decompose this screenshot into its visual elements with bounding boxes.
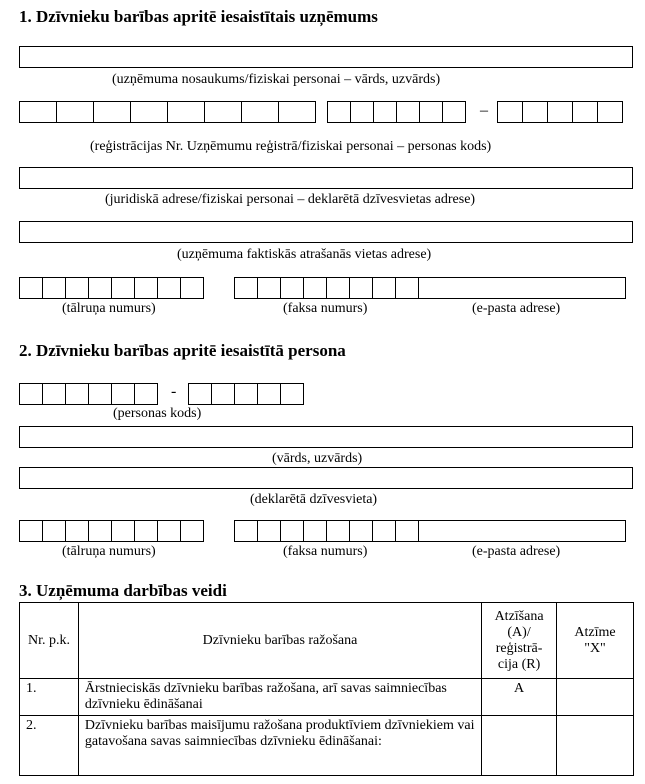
reg-separator: – bbox=[480, 102, 488, 119]
fax-digit-box[interactable] bbox=[280, 277, 304, 299]
fax-digit-box[interactable] bbox=[257, 520, 281, 542]
person-email-caption: (e-pasta adrese) bbox=[472, 544, 561, 559]
reg-digit-box[interactable] bbox=[278, 101, 316, 123]
phone-digit-box[interactable] bbox=[180, 277, 204, 299]
reg-number-boxes-part3[interactable] bbox=[497, 101, 623, 123]
person-fax-email-boxes[interactable] bbox=[234, 520, 626, 542]
legal-address-caption: (juridiskā adrese/fiziskai personai – deklarētā dzīvesvietas adrese) bbox=[105, 192, 476, 207]
id-separator: - bbox=[171, 383, 177, 400]
reg-digit-box[interactable] bbox=[93, 101, 131, 123]
fax-digit-box[interactable] bbox=[234, 520, 258, 542]
person-id-boxes-part1[interactable] bbox=[19, 383, 158, 405]
reg-digit-box[interactable] bbox=[442, 101, 466, 123]
id-digit-box[interactable] bbox=[65, 383, 89, 405]
row-mark-cell[interactable] bbox=[557, 716, 634, 776]
row-activity: Ārstnieciskās dzīvnieku barības ražošana, arī savas saimniecības dzīvnieku ēdināšanai bbox=[78, 679, 481, 716]
reg-digit-box[interactable] bbox=[130, 101, 168, 123]
id-digit-box[interactable] bbox=[280, 383, 304, 405]
reg-digit-box[interactable] bbox=[327, 101, 351, 123]
fax-digit-box[interactable] bbox=[349, 520, 373, 542]
reg-digit-box[interactable] bbox=[204, 101, 242, 123]
id-digit-box[interactable] bbox=[42, 383, 66, 405]
id-digit-box[interactable] bbox=[88, 383, 112, 405]
phone-digit-box[interactable] bbox=[111, 520, 135, 542]
header-ar: Atzīšana (A)/ reģistrā-cija (R) bbox=[482, 603, 557, 679]
id-digit-box[interactable] bbox=[234, 383, 258, 405]
id-digit-box[interactable] bbox=[111, 383, 135, 405]
reg-digit-box[interactable] bbox=[572, 101, 598, 123]
table-row bbox=[20, 679, 634, 716]
header-nr: Nr. p.k. bbox=[20, 603, 79, 679]
person-id-boxes-part2[interactable] bbox=[188, 383, 304, 405]
person-name-field[interactable] bbox=[19, 426, 633, 448]
phone-digit-box[interactable] bbox=[88, 520, 112, 542]
fax-digit-box[interactable] bbox=[395, 520, 419, 542]
fax-digit-box[interactable] bbox=[349, 277, 373, 299]
company-email-caption: (e-pasta adrese) bbox=[472, 301, 561, 316]
fax-digit-box[interactable] bbox=[372, 520, 396, 542]
id-digit-box[interactable] bbox=[211, 383, 235, 405]
person-name-caption: (vārds, uzvārds) bbox=[272, 451, 363, 466]
person-fax-caption: (faksa numurs) bbox=[283, 544, 368, 559]
row-activity: Dzīvnieku barības maisījumu ražošana produktīviem dzīvniekiem vai gatavošana savas saimniecības dzīvnieku ēdināšanai: bbox=[78, 716, 481, 776]
row-mark-cell[interactable] bbox=[557, 679, 634, 716]
fax-digit-box[interactable] bbox=[303, 277, 327, 299]
phone-digit-box[interactable] bbox=[19, 277, 43, 299]
reg-number-boxes-part2[interactable] bbox=[327, 101, 466, 123]
company-email-field[interactable] bbox=[418, 277, 626, 299]
reg-digit-box[interactable] bbox=[19, 101, 57, 123]
person-phone-caption: (tālruņa numurs) bbox=[62, 544, 156, 559]
phone-digit-box[interactable] bbox=[134, 277, 158, 299]
fax-digit-box[interactable] bbox=[395, 277, 419, 299]
table-row bbox=[20, 716, 634, 776]
fax-digit-box[interactable] bbox=[257, 277, 281, 299]
person-phone-boxes[interactable] bbox=[19, 520, 204, 542]
table-header-row bbox=[20, 603, 634, 679]
fax-digit-box[interactable] bbox=[326, 520, 350, 542]
phone-digit-box[interactable] bbox=[157, 520, 181, 542]
reg-digit-box[interactable] bbox=[419, 101, 443, 123]
reg-digit-box[interactable] bbox=[167, 101, 205, 123]
reg-digit-box[interactable] bbox=[350, 101, 374, 123]
activities-table bbox=[19, 602, 634, 776]
reg-digit-box[interactable] bbox=[241, 101, 279, 123]
header-mark: Atzīme "X" bbox=[557, 603, 634, 679]
section2-title: 2. Dzīvnieku barības apritē iesaistītā persona bbox=[19, 341, 346, 360]
reg-digit-box[interactable] bbox=[396, 101, 420, 123]
person-email-field[interactable] bbox=[418, 520, 626, 542]
person-address-field[interactable] bbox=[19, 467, 633, 489]
id-digit-box[interactable] bbox=[188, 383, 212, 405]
company-phone-caption: (tālruņa numurs) bbox=[62, 301, 156, 316]
id-digit-box[interactable] bbox=[257, 383, 281, 405]
phone-digit-box[interactable] bbox=[42, 520, 66, 542]
id-digit-box[interactable] bbox=[134, 383, 158, 405]
phone-digit-box[interactable] bbox=[42, 277, 66, 299]
phone-digit-box[interactable] bbox=[157, 277, 181, 299]
reg-digit-box[interactable] bbox=[497, 101, 523, 123]
phone-digit-box[interactable] bbox=[180, 520, 204, 542]
reg-number-boxes-part1[interactable] bbox=[19, 101, 316, 123]
phone-digit-box[interactable] bbox=[65, 277, 89, 299]
phone-digit-box[interactable] bbox=[134, 520, 158, 542]
company-name-caption: (uzņēmuma nosaukums/fiziskai personai – vārds, uzvārds) bbox=[112, 72, 441, 87]
person-id-caption: (personas kods) bbox=[113, 406, 202, 421]
id-digit-box[interactable] bbox=[19, 383, 43, 405]
legal-address-field[interactable] bbox=[19, 167, 633, 189]
phone-digit-box[interactable] bbox=[111, 277, 135, 299]
header-activity: Dzīvnieku barības ražošana bbox=[78, 603, 481, 679]
reg-digit-box[interactable] bbox=[597, 101, 623, 123]
phone-digit-box[interactable] bbox=[88, 277, 112, 299]
phone-digit-box[interactable] bbox=[19, 520, 43, 542]
actual-address-caption: (uzņēmuma faktiskās atrašanās vietas adrese) bbox=[177, 247, 432, 262]
section1-title: 1. Dzīvnieku barības apritē iesaistītais uzņēmums bbox=[19, 7, 378, 26]
reg-number-caption: (reģistrācijas Nr. Uzņēmumu reģistrā/fiziskai personai – personas kods) bbox=[90, 139, 492, 154]
fax-digit-box[interactable] bbox=[303, 520, 327, 542]
fax-digit-box[interactable] bbox=[280, 520, 304, 542]
reg-digit-box[interactable] bbox=[373, 101, 397, 123]
fax-digit-box[interactable] bbox=[234, 277, 258, 299]
person-address-caption: (deklarētā dzīvesvieta) bbox=[250, 492, 378, 507]
reg-digit-box[interactable] bbox=[522, 101, 548, 123]
company-name-field[interactable] bbox=[19, 46, 633, 68]
section3-title: 3. Uzņēmuma darbības veidi bbox=[19, 581, 227, 600]
fax-digit-box[interactable] bbox=[372, 277, 396, 299]
company-fax-caption: (faksa numurs) bbox=[283, 301, 368, 316]
actual-address-field[interactable] bbox=[19, 221, 633, 243]
row-nr: 1. bbox=[20, 679, 79, 716]
phone-digit-box[interactable] bbox=[65, 520, 89, 542]
row-ar bbox=[482, 716, 557, 776]
fax-digit-box[interactable] bbox=[326, 277, 350, 299]
company-fax-email-boxes[interactable] bbox=[234, 277, 626, 299]
reg-digit-box[interactable] bbox=[56, 101, 94, 123]
company-phone-boxes[interactable] bbox=[19, 277, 204, 299]
row-nr: 2. bbox=[20, 716, 79, 776]
reg-digit-box[interactable] bbox=[547, 101, 573, 123]
row-ar: A bbox=[482, 679, 557, 716]
